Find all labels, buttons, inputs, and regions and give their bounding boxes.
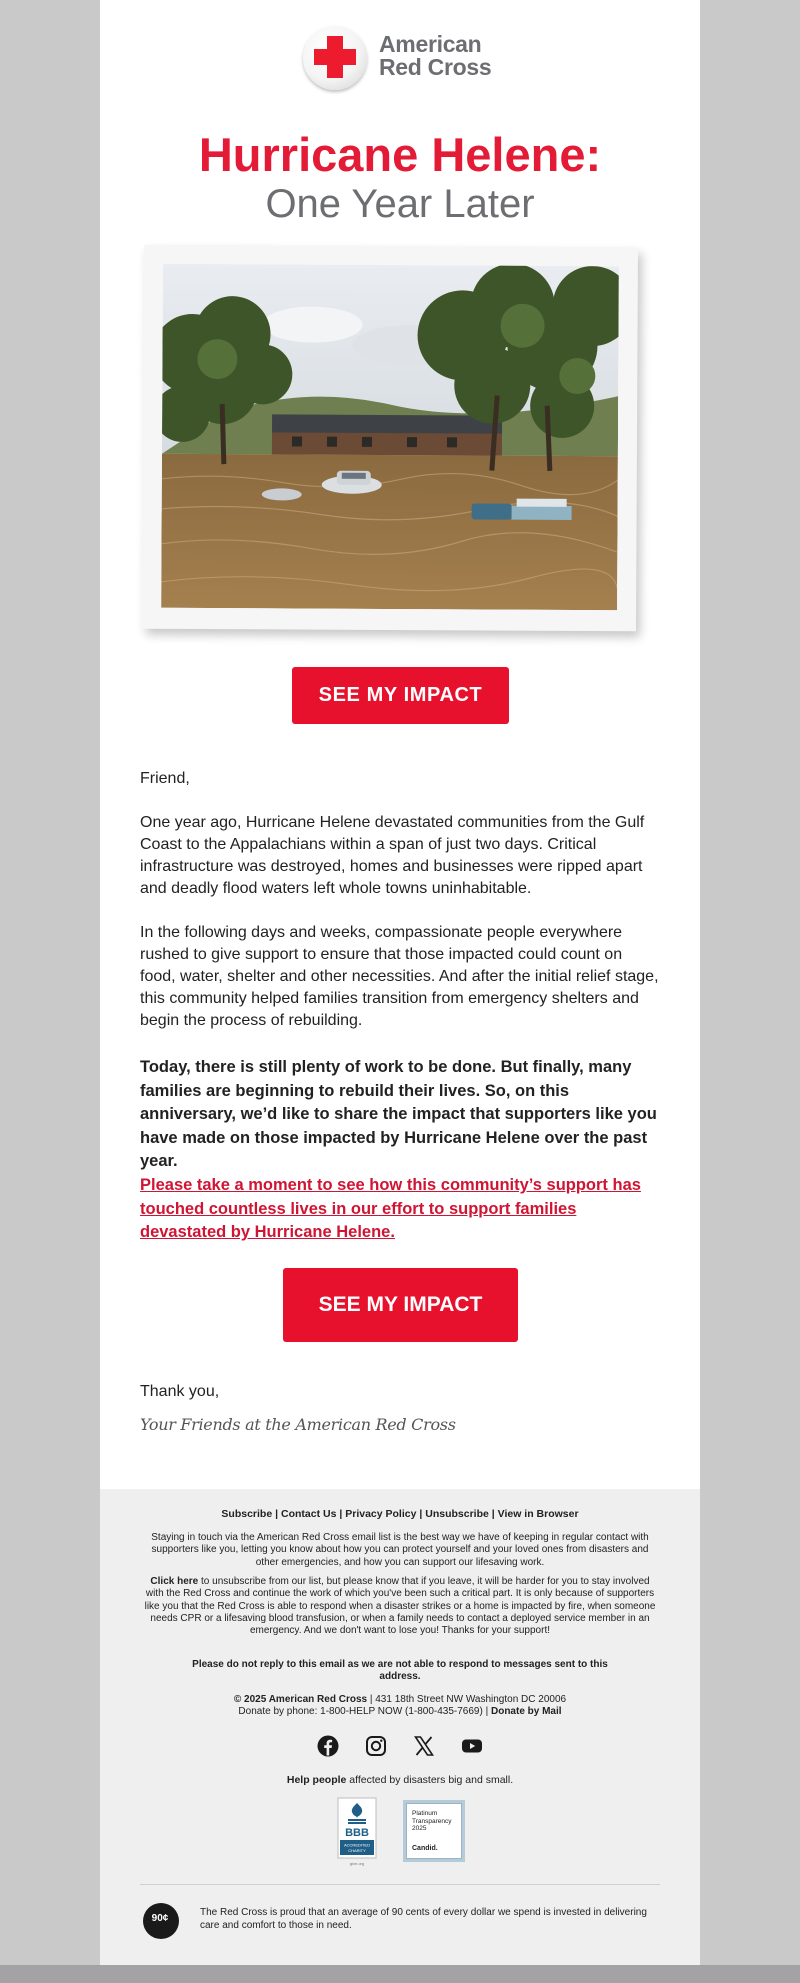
logo-line-1: American (379, 31, 482, 57)
no-reply-notice: Please do not reply to this email as we are not able to respond to messages sent to this address. (192, 1659, 608, 1683)
footer-email-list-text: Staying in touch via the American Red Cross email list is the best way we have of keeping in regular contact with supporters like you, letting you know about how you can protect yourself and your loved ones from disasters and other emergencies, and how you can support our lifesaving work. (151, 1532, 649, 1568)
candid-line-2: Transparency (412, 1817, 452, 1825)
red-cross-emblem-icon (303, 26, 367, 90)
address: | 431 18th Street NW Washington DC 20006 (367, 1694, 567, 1705)
signature: Your Friends at the American Red Cross (140, 1415, 456, 1434)
logo-wordmark (379, 33, 491, 79)
footer-links (100, 1508, 700, 1520)
greeting: Friend, (140, 770, 190, 787)
bbb-line-1: ACCREDITED (343, 1842, 371, 1848)
impact-link[interactable]: Please take a moment to see how this community’s support has touched countless lives in our effort to support families devastated by Hurricane Helene. (140, 1176, 641, 1241)
bbb-letters: BBB (345, 1827, 369, 1839)
donate-by-mail-link[interactable]: Donate by Mail (490, 1706, 562, 1718)
instagram-icon[interactable] (364, 1734, 388, 1758)
closing: Thank you, (140, 1383, 220, 1400)
unsubscribe-link[interactable]: Unsubscribe (425, 1508, 489, 1520)
paragraph-3-bold: Today, there is still plenty of work to be done. But finally, many families are beginning to rebuild their lives. So, on this anniversary, we’d like to share the impact that supporters like you have made on those impacted by Hurricane Helene over the past year. (140, 1058, 657, 1170)
unsubscribe-body: to unsubscribe from our list, but please know that if you leave, it will be harder for you to stay involved with the Red Cross and continue the work of which you've been such a critical part. It is only because of supporters like you that the Red Cross is able to respond when a disaster strikes or a home is impacted by fire, when someone needs CPR or a lifesaving blood transfusion, or when a family needs to contact a deployed service member in an emergency. And we don't want to lose you! Thanks for your support! (144, 1576, 656, 1637)
link-separator: | (419, 1508, 423, 1520)
footer-contact-info (142, 1694, 658, 1719)
privacy-policy-link[interactable]: Privacy Policy (345, 1508, 417, 1520)
link-separator: | (339, 1508, 343, 1520)
contact-us-link[interactable]: Contact Us (281, 1508, 337, 1520)
candid-line-1: Platinum (412, 1810, 438, 1817)
copyright: © 2025 American Red Cross (233, 1694, 368, 1705)
bbb-line-2: CHARITY (348, 1848, 366, 1853)
footer-unsubscribe-text (142, 1576, 658, 1637)
see-my-impact-button-top[interactable]: SEE MY IMPACT (292, 667, 509, 724)
candid-year: 2025 (412, 1825, 427, 1832)
paragraph-2: In the following days and weeks, compassionate people everywhere rushed to give support to ensure that those impacted could count on food, water, shelter and other necessities. And after the initial relief stage, this community helped families transition from emergency shelters and begin the process of rebuilding. (140, 924, 659, 1029)
cents-badge-text: 90¢ (151, 1913, 169, 1924)
candid-name: Candid. (412, 1844, 438, 1852)
headline-subtitle: One Year Later (265, 182, 535, 226)
bottom-bar (0, 1965, 800, 1983)
subscribe-link[interactable]: Subscribe (221, 1508, 273, 1520)
candid-badge-inner (406, 1803, 462, 1859)
see-my-impact-button-bottom[interactable]: SEE MY IMPACT (283, 1268, 518, 1342)
logo-line-2: Red Cross (379, 54, 492, 80)
donate-phone: Donate by phone: 1-800-HELP NOW (1-800-435-7669) | (238, 1706, 491, 1718)
ninety-cents-statement: The Red Cross is proud that an average of 90 cents of every dollar we spend is invested in delivering care and comfort to those in need. (200, 1907, 647, 1931)
ninety-cents-icon (142, 1902, 180, 1940)
flood-photo[interactable] (161, 264, 619, 610)
view-in-browser-link[interactable]: View in Browser (497, 1508, 579, 1520)
candid-transparency-badge[interactable] (403, 1800, 465, 1862)
facebook-icon[interactable] (316, 1734, 340, 1758)
footer-divider (140, 1884, 660, 1885)
help-people-bold: Help people (286, 1774, 347, 1786)
red-cross-logo[interactable] (303, 26, 503, 92)
paragraph-1: One year ago, Hurricane Helene devastated communities from the Gulf Coast to the Appalachians within a span of just two days. Critical infrastructure was destroyed, homes and businesses were ripped apart and deadly flood waters left whole towns uninhabitable. (140, 814, 645, 897)
x-icon[interactable] (412, 1734, 436, 1758)
link-separator: | (275, 1508, 279, 1520)
youtube-icon[interactable] (460, 1734, 484, 1758)
photo-frame (142, 245, 638, 632)
click-here-link[interactable]: Click here (150, 1576, 199, 1587)
bbb-accredited-badge[interactable] (337, 1797, 377, 1867)
help-people-rest: affected by disasters big and small. (346, 1774, 514, 1786)
bbb-site: give.org (349, 1861, 365, 1866)
link-separator: | (491, 1508, 495, 1520)
email-container (100, 0, 700, 1965)
help-people-text (100, 1774, 700, 1786)
headline-title: Hurricane Helene: (198, 128, 602, 181)
